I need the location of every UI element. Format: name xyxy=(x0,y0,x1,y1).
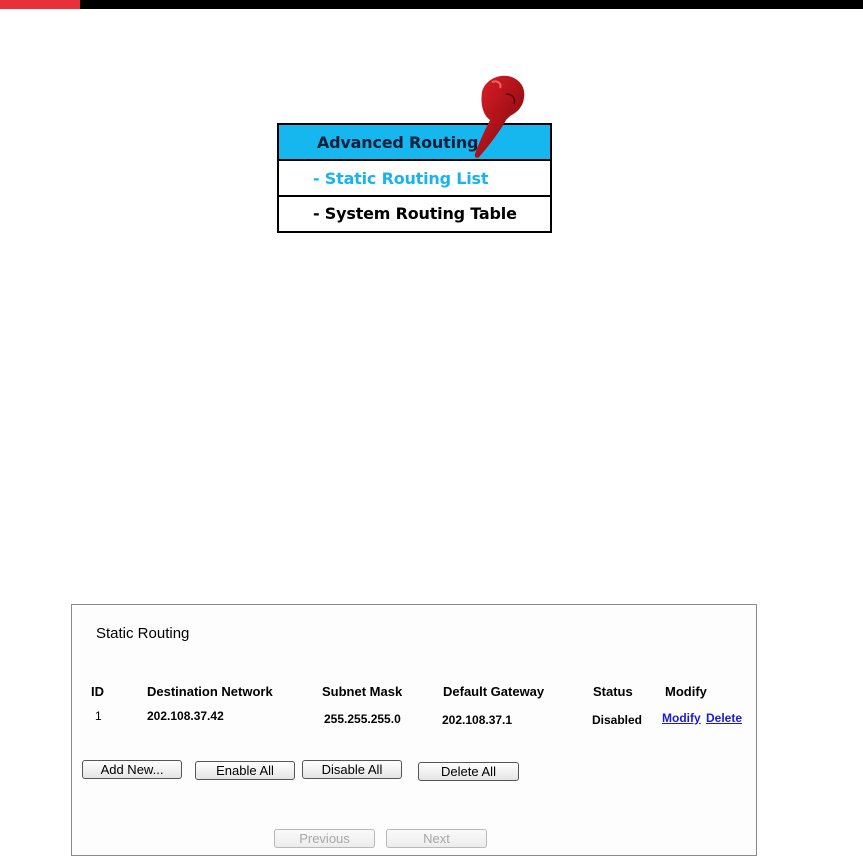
row-mask: 255.255.255.0 xyxy=(324,712,401,726)
previous-button[interactable]: Previous xyxy=(274,829,375,848)
static-routing-panel xyxy=(71,604,757,856)
top-bar xyxy=(0,0,863,9)
column-header-mask: Subnet Mask xyxy=(322,684,403,699)
pointing-hand-icon xyxy=(468,72,528,162)
delete-all-button[interactable]: Delete All xyxy=(418,762,519,781)
menu-item-static-routing-list[interactable]: - Static Routing List xyxy=(279,161,550,197)
column-header-gateway: Default Gateway xyxy=(443,684,545,699)
row-status: Disabled xyxy=(592,713,643,727)
enable-all-button[interactable]: Enable All xyxy=(195,761,295,780)
delete-link[interactable]: Delete xyxy=(706,711,743,725)
row-id: 1 xyxy=(95,709,102,723)
column-header-id: ID xyxy=(91,684,104,699)
menu-item-system-routing-table[interactable]: - System Routing Table xyxy=(279,197,550,231)
column-header-destination: Destination Network xyxy=(147,684,273,699)
column-header-modify: Modify xyxy=(665,684,707,699)
row-gateway: 202.108.37.1 xyxy=(442,713,513,727)
column-header-status: Status xyxy=(593,684,633,699)
row-destination: 202.108.37.42 xyxy=(147,709,224,723)
menu-header-advanced-routing[interactable]: Advanced Routing xyxy=(279,125,550,161)
next-button[interactable]: Next xyxy=(386,829,487,848)
disable-all-button[interactable]: Disable All xyxy=(302,760,402,779)
modify-link[interactable]: Modify xyxy=(662,711,701,725)
top-bar-accent xyxy=(0,0,80,9)
panel-title: Static Routing xyxy=(96,625,190,642)
add-new-button[interactable]: Add New... xyxy=(82,760,182,779)
